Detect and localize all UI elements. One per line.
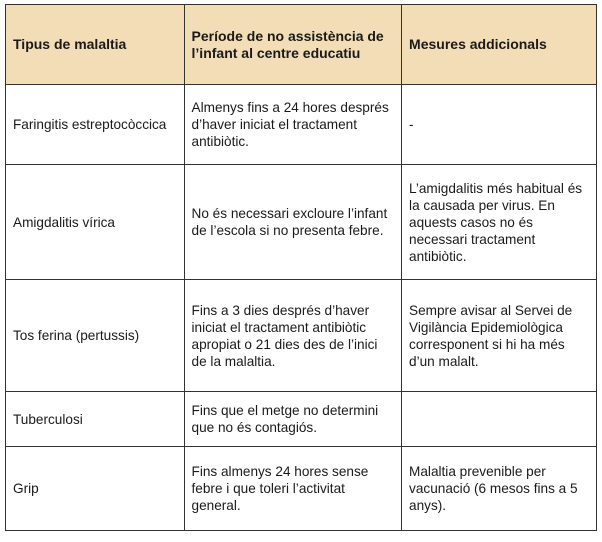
disease-name: Faringitis estreptocòccica bbox=[6, 85, 185, 165]
table-row bbox=[6, 280, 597, 392]
table-row bbox=[6, 165, 597, 280]
absence-period-line: que no és contagiós. bbox=[191, 420, 317, 435]
header-absence-period: Període de no assistència de l’infant al centre educatiu bbox=[184, 5, 402, 85]
disease-exclusion-table bbox=[5, 4, 597, 531]
table-row bbox=[6, 447, 597, 531]
absence-period: Almenys fins a 24 hores després d’haver iniciat el tractament antibiòtic. bbox=[184, 85, 402, 165]
header-disease-type: Tipus de malaltia bbox=[6, 5, 185, 85]
disease-name: Grip bbox=[6, 447, 185, 531]
additional-measures: Sempre avisar al Servei de Vigilància Epidemiològica corresponent si hi ha més d’un malalt. bbox=[402, 280, 597, 392]
disease-name: Tuberculosi bbox=[6, 392, 185, 447]
additional-measures: L’amigdalitis més habitual és la causada per virus. En aquests casos no és necessari tractament antibiòtic. bbox=[402, 165, 597, 280]
absence-period: Fins almenys 24 hores sense febre i que toleri l’activitat general. bbox=[184, 447, 402, 531]
disease-name: Tos ferina (pertussis) bbox=[6, 280, 185, 392]
header-additional-measures: Mesures addicionals bbox=[402, 5, 597, 85]
absence-period bbox=[184, 392, 402, 447]
absence-period-line: Fins que el metge no determini bbox=[191, 403, 379, 418]
additional-measures bbox=[402, 392, 597, 447]
table-row bbox=[6, 85, 597, 165]
additional-measures: Malaltia prevenible per vacunació (6 mesos fins a 5 anys). bbox=[402, 447, 597, 531]
table-header-row bbox=[6, 5, 597, 85]
disease-name: Amigdalitis vírica bbox=[6, 165, 185, 280]
table-row bbox=[6, 392, 597, 447]
absence-period: Fins a 3 dies després d’haver iniciat el tractament antibiòtic apropiat o 21 dies des de l’inici de la malaltia. bbox=[184, 280, 402, 392]
additional-measures: - bbox=[402, 85, 597, 165]
absence-period: No és necessari excloure l’infant de l’escola si no presenta febre. bbox=[184, 165, 402, 280]
